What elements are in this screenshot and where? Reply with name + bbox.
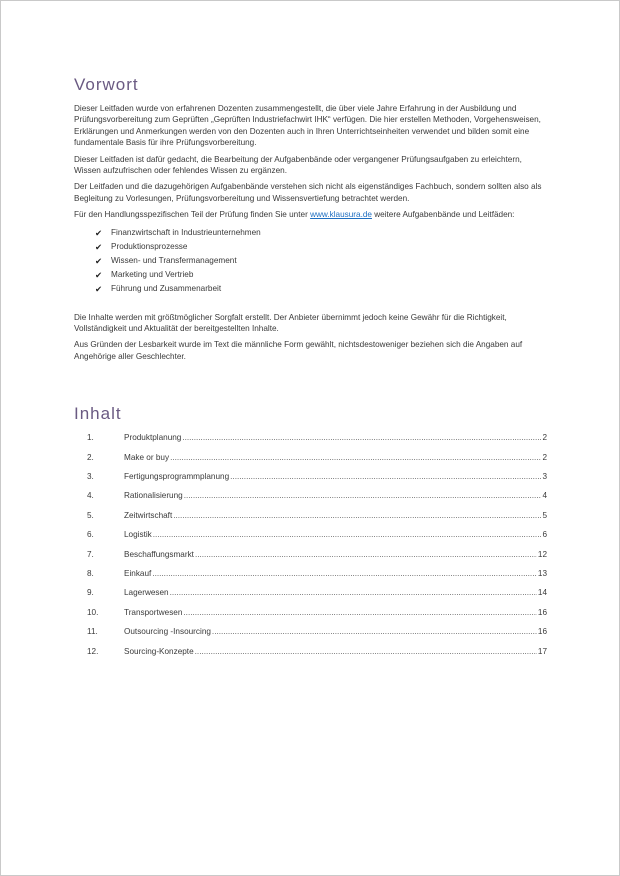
toc-entry-page: 16: [537, 627, 547, 637]
vorwort-paragraph-2: Dieser Leitfaden ist dafür gedacht, die Bearbeitung der Aufgabenbände oder vergangener Prüfungsaufgaben zu erleichtern, Wissen aufzufrischen oder fehlendes Wissen zu ergänzen.: [74, 154, 522, 176]
leitfaden-checklist: [74, 226, 547, 297]
checklist-item: [95, 282, 547, 296]
toc-entry[interactable]: [74, 647, 547, 666]
link-paragraph-before: Für den Handlungsspezifischen Teil der Prüfung finden Sie unter: [74, 210, 311, 220]
toc-entry-page: 13: [537, 569, 547, 579]
gender-note-paragraph: Aus Gründen der Lesbarkeit wurde im Text die männliche Form gewählt, nichtsdestoweniger beziehen sich die Angaben auf Angehörige aller Geschlechter.: [74, 340, 523, 361]
toc-entry-title: Make or buy: [124, 452, 170, 462]
checkmark-icon: ✔: [95, 227, 103, 238]
checkmark-icon: ✔: [95, 284, 103, 295]
toc-entry-page: 16: [537, 607, 547, 617]
toc-leader-dots: [153, 530, 542, 540]
table-of-contents: [74, 433, 547, 666]
toc-entry-number: 4.: [87, 491, 94, 501]
toc-entry[interactable]: [74, 453, 547, 472]
toc-leader-dots: [170, 588, 537, 598]
toc-entry-number: 7.: [87, 549, 94, 559]
toc-entry-title: Einkauf: [124, 569, 152, 579]
toc-entry[interactable]: [74, 627, 547, 646]
toc-entry-page: 17: [537, 646, 547, 656]
checklist-item: [95, 240, 547, 254]
toc-entry-number: 10.: [87, 607, 99, 617]
toc-entry-page: 14: [537, 588, 547, 598]
toc-entry-number: 11.: [87, 627, 98, 637]
toc-leader-dots: [195, 550, 537, 560]
toc-leader-dots: [152, 569, 537, 579]
disclaimer-paragraph: Die Inhalte werden mit größtmöglicher Sorgfalt erstellt. Der Anbieter übernimmt jedoch keine Gewähr für die Richtigkeit, Vollständigkeit und Aktualität der bereitgestellten Inhalte.: [74, 312, 507, 334]
checklist-item-label: Wissen- und Transfermanagement: [111, 256, 237, 266]
toc-entry-page: 5: [542, 510, 547, 520]
toc-entry[interactable]: [74, 491, 547, 510]
toc-entry-title: Fertigungsprogrammplanung: [124, 472, 230, 482]
toc-entry-title: Logistik: [124, 530, 152, 540]
toc-entry-page: 2: [542, 452, 547, 462]
toc-entry-title: Sourcing-Konzepte: [124, 646, 194, 656]
toc-entry[interactable]: [74, 511, 547, 530]
toc-leader-dots: [230, 472, 541, 482]
toc-entry-page: 4: [542, 491, 547, 501]
toc-entry-page: 12: [537, 549, 547, 559]
toc-entry-number: 5.: [87, 510, 94, 520]
toc-entry-number: 2.: [87, 452, 94, 462]
toc-leader-dots: [182, 433, 541, 443]
toc-entry-number: 1.: [87, 433, 94, 443]
toc-entry[interactable]: [74, 608, 547, 627]
toc-entry-title: Beschaffungsmarkt: [124, 549, 194, 559]
checklist-item: [95, 268, 547, 282]
vorwort-paragraph-3: Der Leitfaden und die dazugehörigen Aufgabenbände verstehen sich nicht als eigenständiges Fachbuch, sondern sollten also als Begleitung zu Vorlesungen, Prüfungsvorbereitung und Wissensvertiefung betrachtet werden.: [74, 182, 542, 203]
toc-entry-number: 3.: [87, 472, 94, 482]
toc-leader-dots: [183, 608, 536, 618]
checklist-item-label: Finanzwirtschaft in Industrieunternehmen: [111, 227, 261, 237]
toc-entry-number: 8.: [87, 569, 94, 579]
toc-entry-page: 6: [542, 530, 547, 540]
checklist-item-label: Marketing und Vertrieb: [111, 270, 194, 280]
toc-leader-dots: [173, 511, 541, 521]
toc-entry[interactable]: [74, 569, 547, 588]
toc-entry-number: 9.: [87, 588, 94, 598]
toc-entry-number: 6.: [87, 530, 94, 540]
toc-entry[interactable]: [74, 588, 547, 607]
toc-leader-dots: [212, 627, 537, 637]
vorwort-link-paragraph: [74, 209, 547, 220]
page-content: [74, 75, 547, 666]
klausura-link[interactable]: www.klausura.de: [310, 210, 372, 220]
toc-entry[interactable]: [74, 433, 547, 452]
toc-leader-dots: [184, 491, 542, 501]
toc-entry[interactable]: [74, 530, 547, 549]
toc-entry-title: Transportwesen: [124, 607, 183, 617]
checklist-item-label: Produktionsprozesse: [111, 241, 188, 251]
checkmark-icon: ✔: [95, 270, 103, 281]
vorwort-paragraph-1: Dieser Leitfaden wurde von erfahrenen Dozenten zusammengestellt, die über viele Jahre Erfahrung in der Ausbildung und Prüfungsvorbereitung zum Geprüften „Geprüften Industriefachwirt IHK“ verfügen. Die hier erstellen Methoden, Vorgehensweisen, Erklärungen und Anmerkungen werden von den Dozenten auch in Ihren Unterrichtseinheiten verwendet und bilden somit eine fundamentale Basis für ihre Prüfungsvorbereitung.: [74, 104, 541, 148]
toc-entry[interactable]: [74, 472, 547, 491]
checklist-item-label: Führung und Zusammenarbeit: [111, 284, 222, 294]
toc-entry-page: 2: [542, 433, 547, 443]
toc-leader-dots: [195, 647, 537, 657]
toc-entry-number: 12.: [87, 646, 99, 656]
checkmark-icon: ✔: [95, 241, 103, 252]
toc-entry[interactable]: [74, 550, 547, 569]
toc-entry-title: Lagerwesen: [124, 588, 169, 598]
inhalt-heading: Inhalt: [74, 404, 122, 424]
toc-entry-title: Rationalisierung: [124, 491, 183, 501]
checklist-item: [95, 254, 547, 268]
vorwort-heading: Vorwort: [74, 75, 139, 94]
checkmark-icon: ✔: [95, 256, 103, 267]
link-paragraph-after: weitere Aufgabenbände und Leitfäden:: [371, 210, 515, 220]
toc-entry-page: 3: [542, 472, 547, 482]
toc-entry-title: Zeitwirtschaft: [124, 510, 173, 520]
toc-entry-title: Produktplanung: [124, 433, 182, 443]
toc-entry-title: Outsourcing -Insourcing: [124, 627, 211, 637]
toc-leader-dots: [170, 453, 541, 463]
checklist-item: [95, 226, 547, 240]
